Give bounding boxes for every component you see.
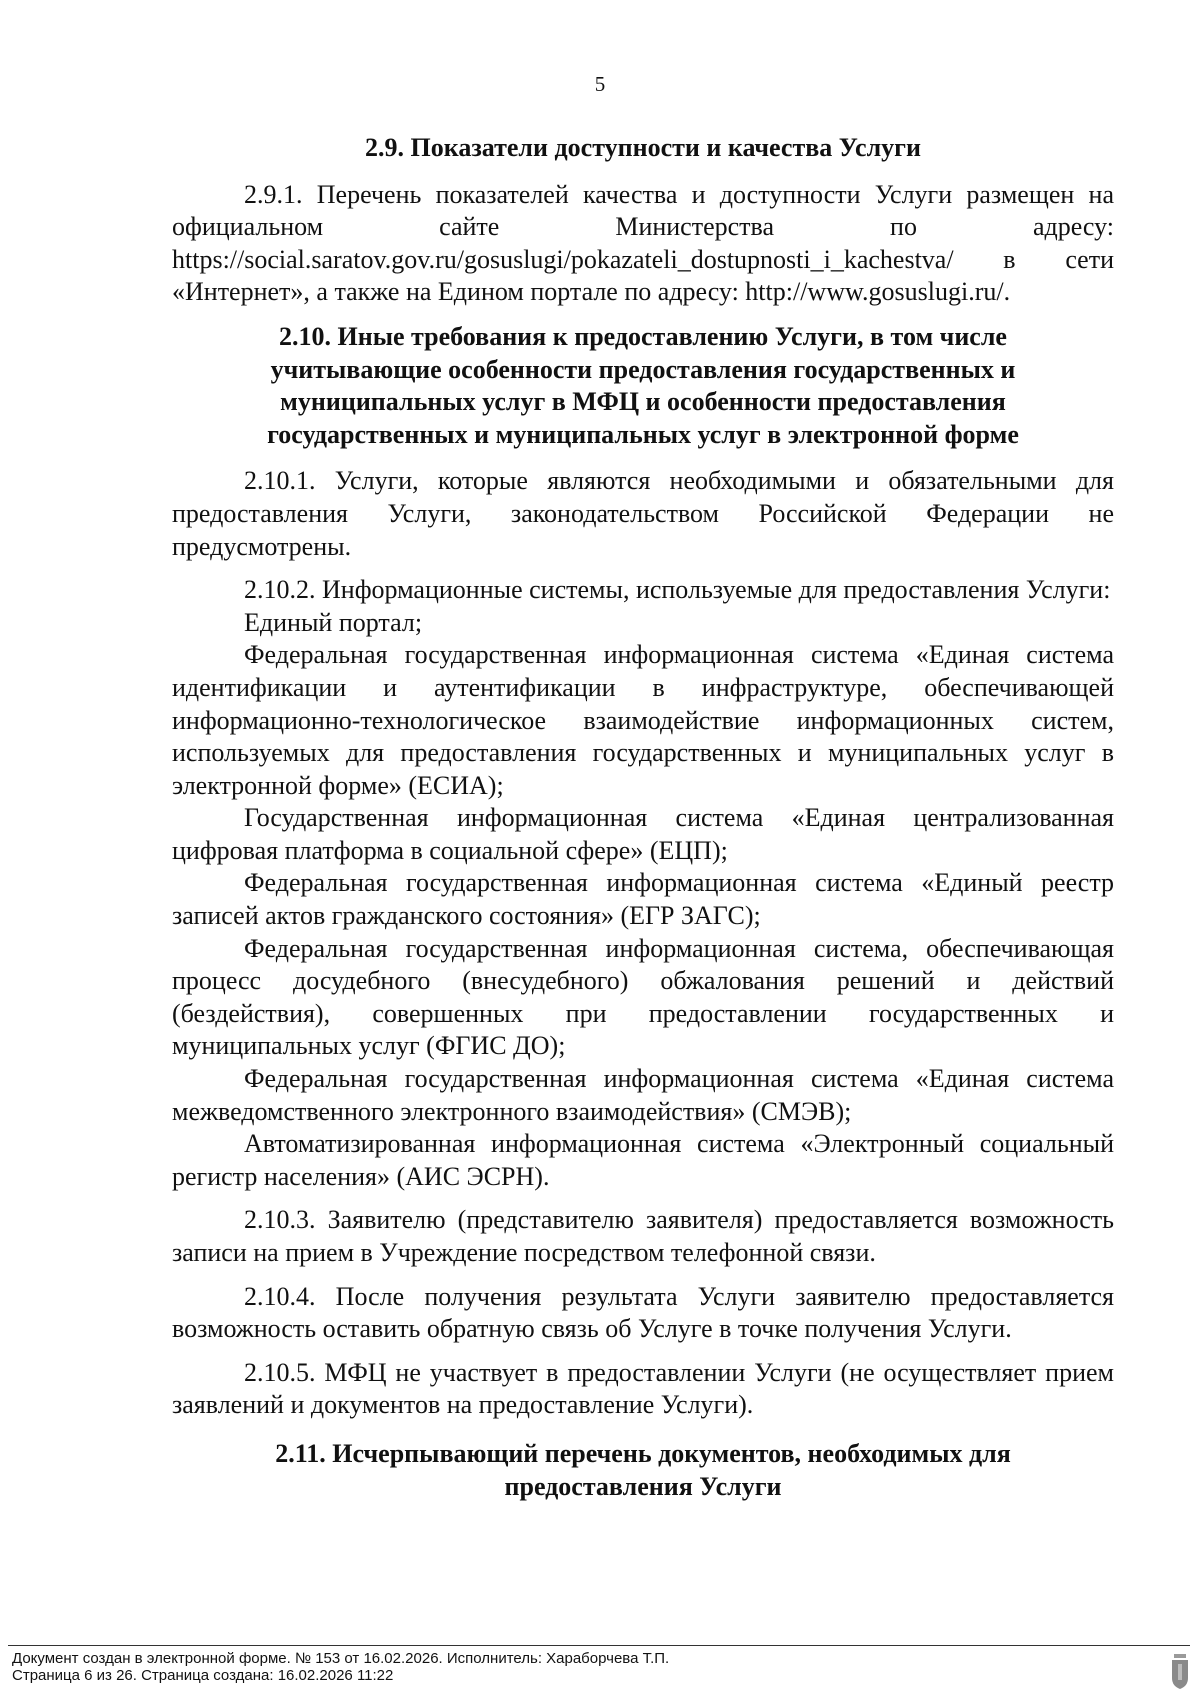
paragraph-2-10-5: 2.10.5. МФЦ не участвует в предоставлении Услуги (не осуществляет прием заявлений и документов на предоставление Услуги). <box>172 1357 1114 1420</box>
paragraph-2-10-2: 2.10.2. Информационные системы, используемые для предоставления Услуги: <box>244 575 1111 605</box>
document-body <box>172 132 1114 1517</box>
paragraph-2-9-1: 2.9.1. Перечень показателей качества и доступности Услуги размещен на официальном сайте Министерства по адресу: https://social.saratov.gov.ru/gosuslugi/pokazateli_dostupnosti_i_kachestva/ в сети «Интернет», а также на Едином портале по адресу: http://www.gosuslugi.ru/. <box>172 179 1114 307</box>
system-item: Федеральная государственная информационная система, обеспечивающая процесс досудебного (внесудебного) обжалования решений и действий (бездействия), совершенных при предоставлении государственных и муниципальных услуг (ФГИС ДО); <box>172 933 1114 1061</box>
footer-divider <box>8 1645 1190 1646</box>
section-heading-2-9: 2.9. Показатели доступности и качества Услуги <box>365 133 921 162</box>
paragraph-2-10-4: 2.10.4. После получения результата Услуги заявителю предоставляется возможность оставить обратную связь об Услуге в точке получения Услуги. <box>172 1281 1114 1344</box>
section-heading-2-10: 2.10. Иные требования к предоставлению Услуги, в том числе учитывающие особенности предоставления государственных и муниципальных услуг в МФЦ и особенности предоставления государственных и муниципальных услуг в электронной форме <box>267 321 1019 449</box>
coat-of-arms-icon <box>1170 1652 1190 1690</box>
system-item: Федеральная государственная информационная система «Единая система идентификации и аутентификации в инфраструктуре, обеспечивающей информационно-технологическое взаимодействие информационных систем, используемых для предоставления государственных и муниципальных услуг в электронной форме» (ЕСИА); <box>172 640 1114 800</box>
paragraph-2-10-3: 2.10.3. Заявителю (представителю заявителя) предоставляется возможность записи на прием в Учреждение посредством телефонной связи. <box>172 1205 1114 1267</box>
footer-line-1: Документ создан в электронной форме. № 153 от 16.02.2026. Исполнитель: Харaборчева Т.П. <box>12 1650 670 1667</box>
system-item: Автоматизированная информационная система «Электронный социальный регистр населения» (АИС ЭСРН). <box>172 1129 1114 1191</box>
section-heading-2-11: 2.11. Исчерпывающий перечень документов, необходимых для предоставления Услуги <box>275 1438 1011 1501</box>
paragraph-2-10-1: 2.10.1. Услуги, которые являются необходимыми и обязательными для предоставления Услуги, законодательством Российской Федерации не предусмотрены. <box>172 466 1114 561</box>
system-item: Федеральная государственная информационная система «Единая система межведомственного электронного взаимодействия» (СМЭВ); <box>172 1064 1114 1126</box>
footer <box>12 1650 669 1684</box>
system-item: Единый портал; <box>244 607 423 637</box>
system-item: Федеральная государственная информационная система «Единый реестр записей актов гражданского состояния» (ЕГР ЗАГС); <box>172 868 1114 931</box>
footer-line-2: Страница 6 из 26. Страница создана: 16.02.2026 11:22 <box>12 1667 394 1684</box>
page-number: 5 <box>594 72 606 96</box>
system-item: Государственная информационная система «Единая централизованная цифровая платформа в социальной сфере» (ЕЦП); <box>172 803 1114 865</box>
